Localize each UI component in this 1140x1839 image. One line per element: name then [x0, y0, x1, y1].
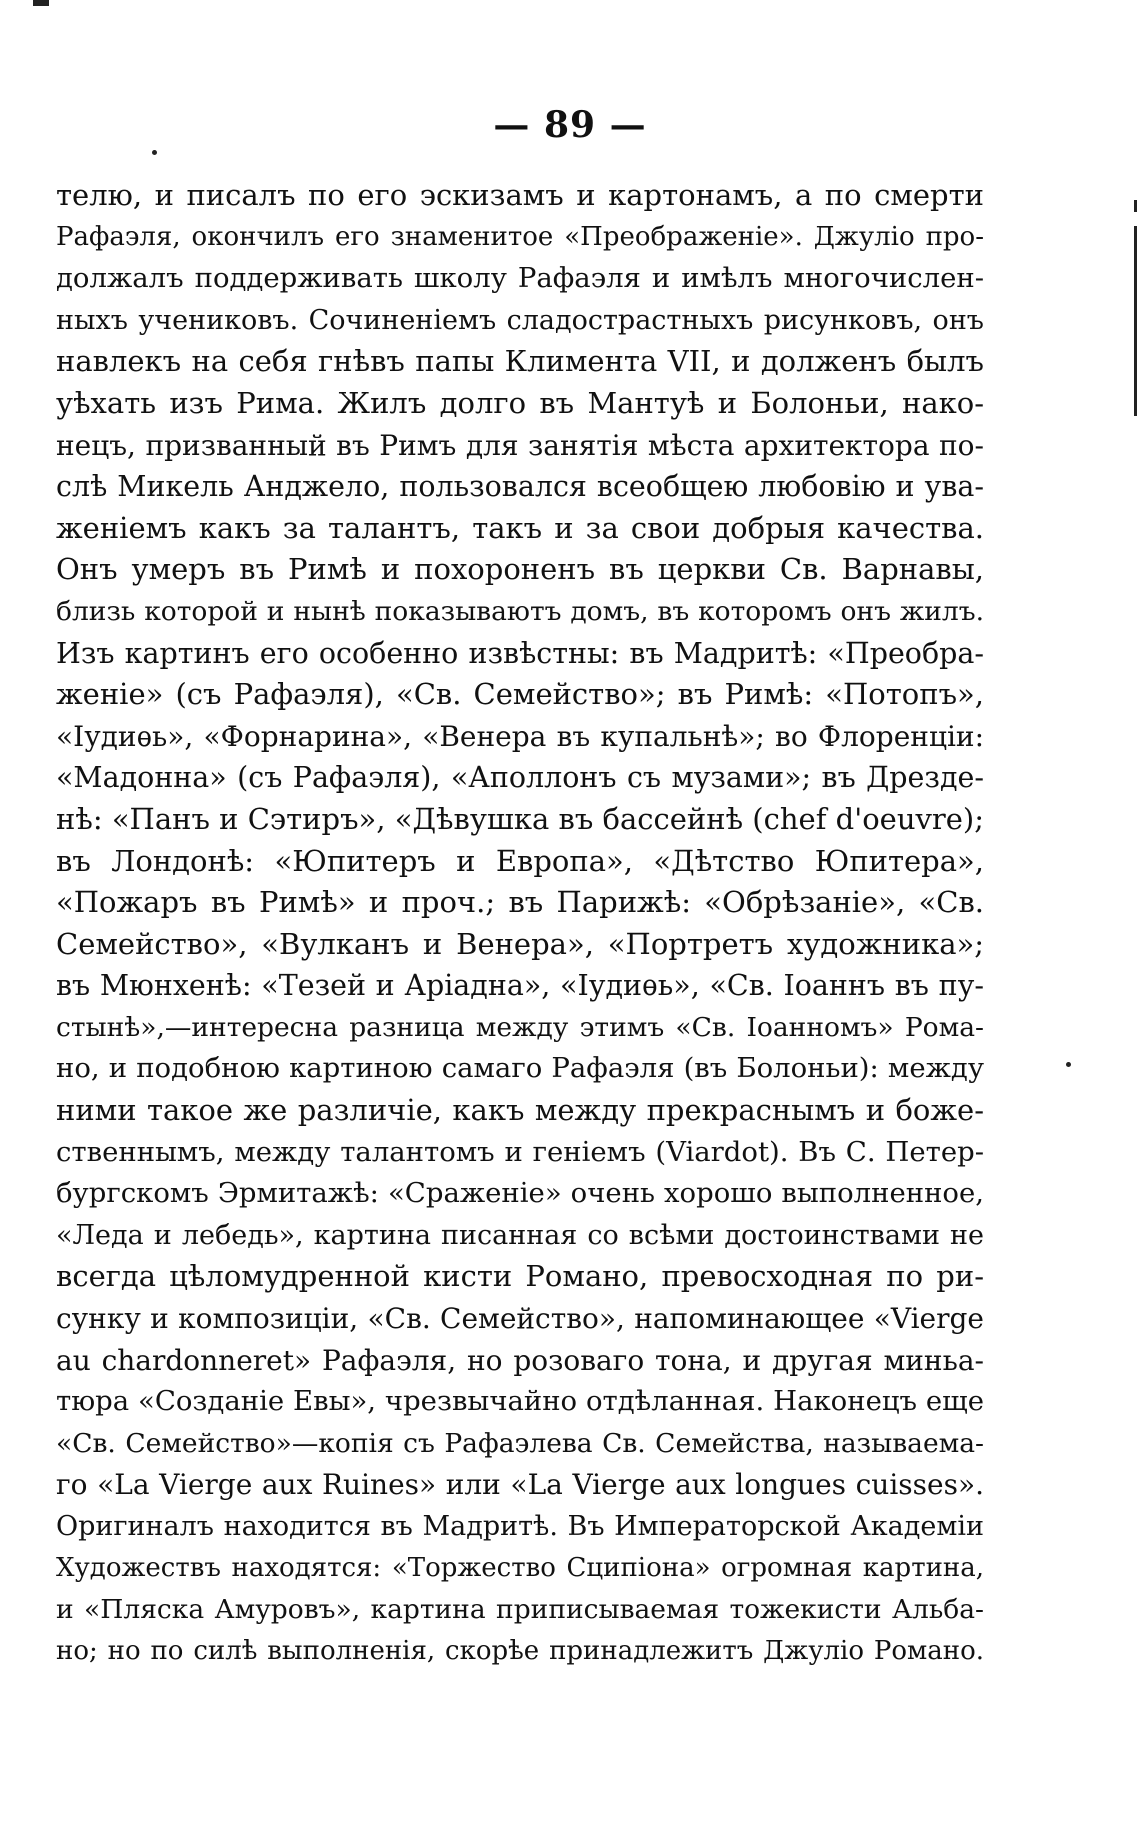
scan-edge-mark: [1134, 200, 1137, 212]
text-line: Онъ умеръ въ Римѣ и похороненъ въ церкви Св. Варнавы,: [56, 552, 984, 587]
text-line: Художествъ находятся: «Торжество Сципіона» огромная картина,: [56, 1552, 984, 1583]
text-line: ними такое же различіе, какъ между прекраснымъ и боже-: [56, 1093, 984, 1128]
text-line: au chardonneret» Рафаэля, но розоваго тона, и другая миньа-: [56, 1343, 984, 1377]
text-line: «Леда и лебедь», картина писанная со всѣми достоинствами не: [56, 1219, 984, 1251]
text-line: должалъ поддерживать школу Рафаэля и имѣлъ многочислен-: [56, 262, 984, 295]
text-line: нецъ, призванный въ Римъ для занятія мѣста архитектора по-: [56, 428, 984, 462]
body-text: [56, 175, 984, 1672]
text-line: «Іудиѳь», «Форнарина», «Венера въ купальнѣ»; во Флоренціи:: [56, 719, 984, 753]
text-line: но; но по силѣ выполненія, скорѣе принадлежитъ Джуліо Романо.: [56, 1635, 984, 1666]
text-line: уѣхать изъ Рима. Жилъ долго въ Мантуѣ и Болоньи, нако-: [56, 385, 984, 420]
text-line: ныхъ учениковъ. Сочиненіемъ сладострастныхъ рисунковъ, онъ: [56, 304, 984, 336]
text-line: «Мадонна» (съ Рафаэля), «Аполлонъ съ музами»; въ Дрезде-: [56, 761, 984, 795]
text-line: «Св. Семейство»—копія съ Рафаэлева Св. Семейства, называема-: [56, 1427, 984, 1459]
text-line: Оригиналъ находится въ Мадритѣ. Въ Императорской Академіи: [56, 1511, 984, 1542]
text-line: близь которой и нынѣ показываютъ домъ, въ которомъ онъ жилъ.: [56, 595, 984, 627]
text-line: слѣ Микель Анджело, пользовался всеобщею любовію и ува-: [56, 470, 984, 504]
text-line: Рафаэля, окончилъ его знаменитое «Преображеніе». Джуліо про-: [56, 221, 984, 252]
text-line: сунку и композиціи, «Св. Семейство», напоминающее «Vierge: [56, 1302, 984, 1336]
text-line: въ Лондонѣ: «Юпитеръ и Европа», «Дѣтство Юпитера»,: [56, 843, 984, 878]
text-line: и «Пляска Амуровъ», картина приписываемая тожекисти Альба-: [56, 1594, 984, 1626]
text-line: го «La Vierge aux Ruines» или «La Vierge aux longues cuisses».: [56, 1468, 984, 1502]
text-line: навлекъ на себя гнѣвъ папы Климента VII, и долженъ былъ: [56, 344, 984, 379]
text-line: всегда цѣломудренной кисти Романо, превосходная по ри-: [56, 1259, 984, 1294]
text-line: Изъ картинъ его особенно извѣстны: въ Мадритѣ: «Преобра-: [56, 636, 984, 670]
text-line: телю, и писалъ по его эскизамъ и картонамъ, а по смерти: [56, 178, 984, 212]
text-line: женіе» (съ Рафаэля), «Св. Семейство»; въ Римѣ: «Потопъ»,: [56, 677, 984, 712]
text-line: «Пожаръ въ Римѣ» и проч.; въ Парижѣ: «Обрѣзаніе», «Св.: [56, 885, 984, 920]
scan-mark: [33, 0, 49, 6]
text-line: женіемъ какъ за талантъ, такъ и за свои добрыя качества.: [56, 510, 984, 545]
text-line: стынѣ»,—интересна разница между этимъ «Св. Іоанномъ» Рома-: [56, 1011, 984, 1043]
scan-speck: [1066, 1062, 1071, 1067]
scan-speck: [152, 150, 157, 155]
text-line: въ Мюнхенѣ: «Тезей и Аріадна», «Іудиѳь», «Св. Іоаннъ въ пу-: [56, 969, 984, 1003]
text-line: но, и подобною картиною самаго Рафаэля (въ Болоньи): между: [56, 1052, 984, 1085]
text-line: бургскомъ Эрмитажѣ: «Сраженіе» очень хорошо выполненное,: [56, 1177, 984, 1210]
text-line: тюра «Созданіе Евы», чрезвычайно отдѣланная. Наконецъ еще: [56, 1385, 984, 1418]
scan-edge-mark: [1134, 226, 1137, 416]
text-line: Семейство», «Вулканъ и Венера», «Портретъ художника»;: [56, 926, 984, 961]
text-line: ственнымъ, между талантомъ и геніемъ (Viardot). Въ С. Петер-: [56, 1135, 984, 1168]
text-line: нѣ: «Панъ и Сэтиръ», «Дѣвушка въ бассейнѣ (chef d'oeuvre);: [56, 801, 984, 836]
page-number: — 89 —: [493, 104, 647, 146]
